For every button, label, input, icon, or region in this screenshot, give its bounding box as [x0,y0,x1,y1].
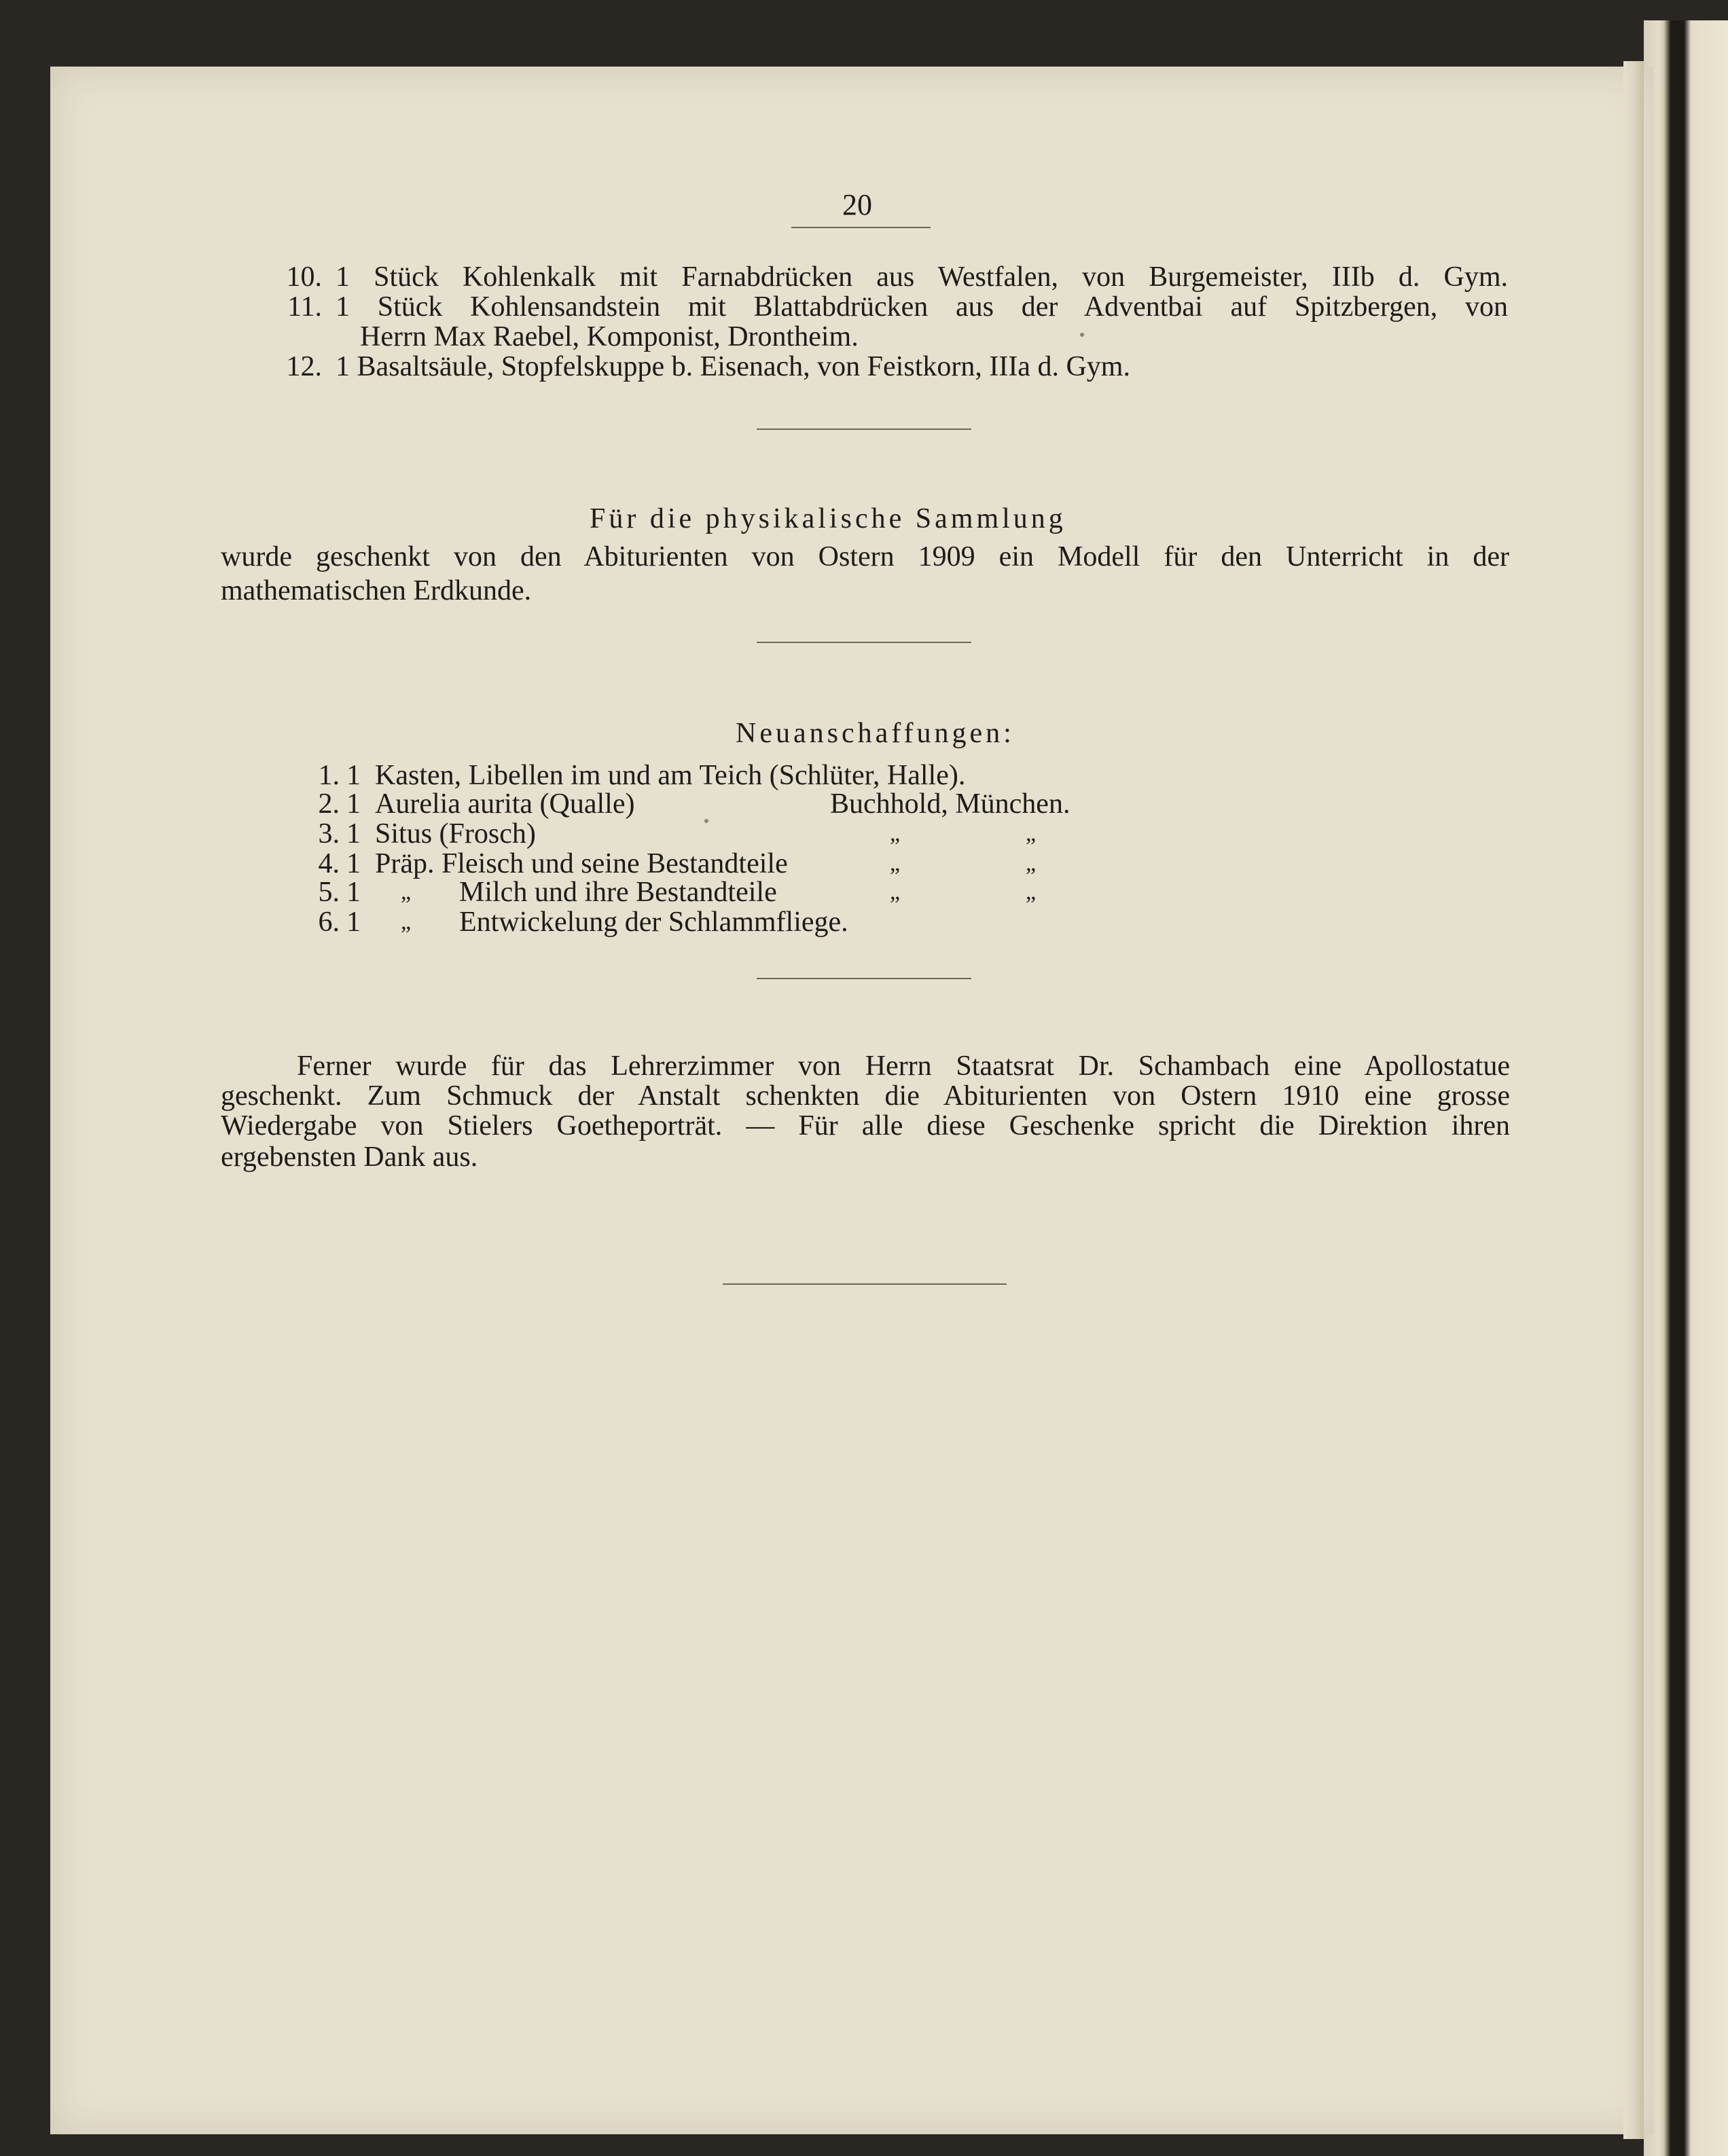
section-rule [757,642,971,643]
item-number: 11. [287,291,322,323]
item-quantity: 1 [346,760,361,791]
ditto-mark: „ [890,821,901,846]
ditto-mark: „ [890,851,901,876]
section-heading: Neuanschaffungen: [736,718,1015,749]
item-quantity: 1 [346,907,361,938]
item-number: 5. [318,877,340,908]
item-text: 1 Basaltsäule, Stopfelskuppe b. Eisenach, von Feistkorn, IIIa d. Gym. [336,351,1130,382]
paragraph-line: wurde geschenkt von den Abiturienten von Ostern 1909 ein Modell für den Unterricht in der [221,541,1509,572]
item-text: Präp. Fleisch und seine Bestandteile [375,848,788,879]
item-number: 12. [286,351,322,382]
paragraph-line: Wiedergabe von Stielers Goetheporträt. — Für alle diese Geschenke spricht die Direktion ihren [221,1110,1510,1141]
item-text: Kasten, Libellen im und am Teich (Schlüter, Halle). [375,760,966,791]
paragraph-line: geschenkt. Zum Schmuck der Anstalt schenkten die Abiturienten von Ostern 1910 eine grosse [221,1080,1510,1112]
item-number: 10. [286,261,322,293]
paragraph-line: Ferner wurde für das Lehrerzimmer von Herrn Staatsrat Dr. Schambach eine Apollostatue [297,1050,1510,1082]
item-text-continued: Herrn Max Raebel, Komponist, Drontheim. [360,321,859,352]
page-fore-edge [1623,61,1644,2139]
section-rule [757,428,971,430]
ditto-mark: „ [401,909,412,934]
section-heading: Für die physikalische Sammlung [590,503,1066,534]
item-text: Situs (Frosch) [375,818,536,849]
item-supplier: Buchhold, München. [830,788,1070,820]
ditto-mark: „ [1026,821,1037,846]
paragraph-line: mathematischen Erdkunde. [221,575,532,606]
ditto-mark: „ [1026,851,1037,876]
ditto-mark: „ [1026,879,1037,905]
item-quantity: 1 [346,848,361,879]
item-number: 4. [318,848,340,879]
item-quantity: 1 [346,877,361,908]
item-text: Milch und ihre Bestandteile [459,877,777,908]
section-rule [757,978,971,979]
item-number: 1. [318,760,340,791]
item-text: Aurelia aurita (Qualle) [375,788,635,820]
item-quantity: 1 [346,788,361,820]
ditto-mark: „ [401,879,412,905]
item-number: 2. [318,788,340,820]
paragraph-line: ergebensten Dank aus. [221,1141,478,1173]
item-number: 3. [318,818,340,849]
item-text: Entwickelung der Schlammfliege. [459,907,848,938]
page-number: 20 [842,188,872,221]
item-quantity: 1 [346,818,361,849]
item-text: 1 Stück Kohlensandstein mit Blattabdrücken aus der Adventbai auf Spitzbergen, von [336,291,1508,323]
paper-speck [1080,333,1084,337]
item-number: 6. [318,907,340,938]
closing-rule [723,1283,1007,1285]
facing-page-edge [1644,20,1728,2156]
ditto-mark: „ [890,879,901,905]
item-text: 1 Stück Kohlenkalk mit Farnabdrücken aus Westfalen, von Burgemeister, IIIb d. Gym. [336,261,1508,293]
header-rule [791,227,931,228]
paper-speck [704,819,708,823]
